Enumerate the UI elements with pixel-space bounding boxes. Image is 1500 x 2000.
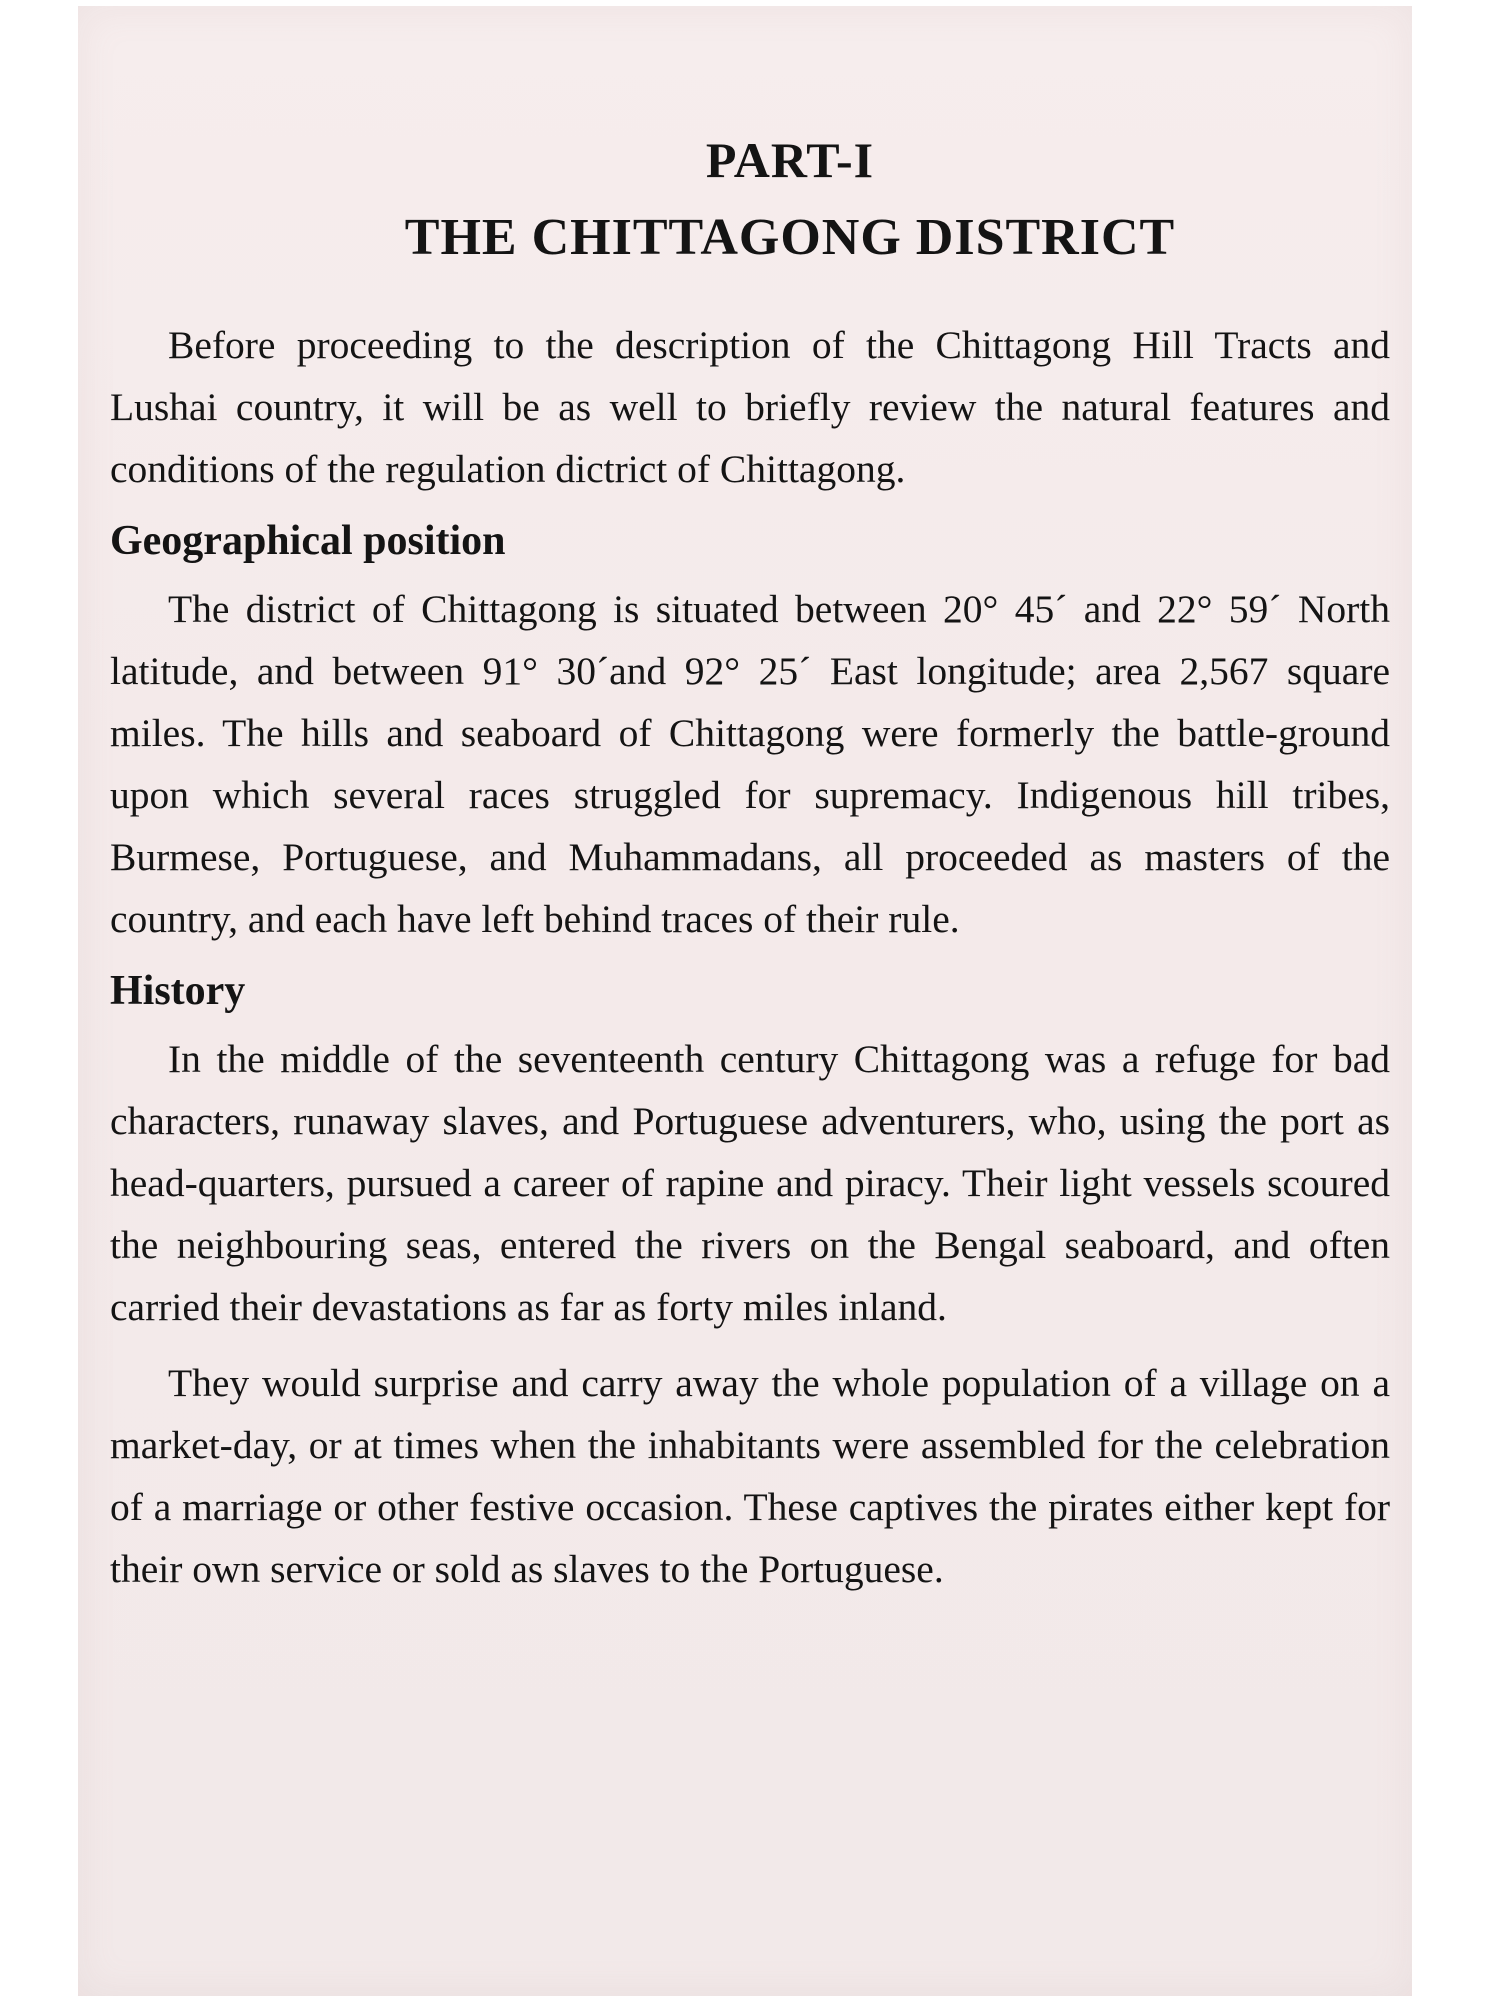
section-heading-geography: Geographical position xyxy=(110,518,506,564)
part-title: PART-I xyxy=(705,132,875,188)
page-content xyxy=(110,130,1390,1600)
history-paragraph-2: They would surprise and carry away the whole population of a village on a market-day, or at times when the inhabitants were assembled for the celebration of a marriage or other festive occasion. These captives the pirates either kept for their own service or sold as slaves to the Portuguese. xyxy=(110,1361,1390,1591)
chapter-title: THE CHITTAGONG DISTRICT xyxy=(404,209,1176,266)
history-paragraph-1: In the middle of the seventeenth century Chittagong was a refuge for bad characters, runaway slaves, and Portuguese adventurers, who, using the port as head-quarters, pursued a career of rapine and piracy. Their light vessels scoured the neighbouring seas, entered the rivers on the Bengal seaboard, and often carried their devastations as far as forty miles inland. xyxy=(110,1037,1390,1329)
intro-paragraph: Before proceeding to the description of the Chittagong Hill Tracts and Lushai country, it will be as well to briefly review the natural features and conditions of the regulation dictrict of Chittagong. xyxy=(110,323,1390,491)
geography-paragraph: The district of Chittagong is situated between 20° 45´ and 22° 59´ North latitude, and between 91° 30´and 92° 25´ East longitude; area 2,567 square miles. The hills and seaboard of Chittagong were formerly the battle-ground upon which several races struggled for supremacy. Indigenous hill tribes, Burmese, Portuguese, and Muhammadans, all proceeded as masters of the country, and each have left behind traces of their rule. xyxy=(110,587,1390,941)
section-heading-history: History xyxy=(110,968,246,1014)
